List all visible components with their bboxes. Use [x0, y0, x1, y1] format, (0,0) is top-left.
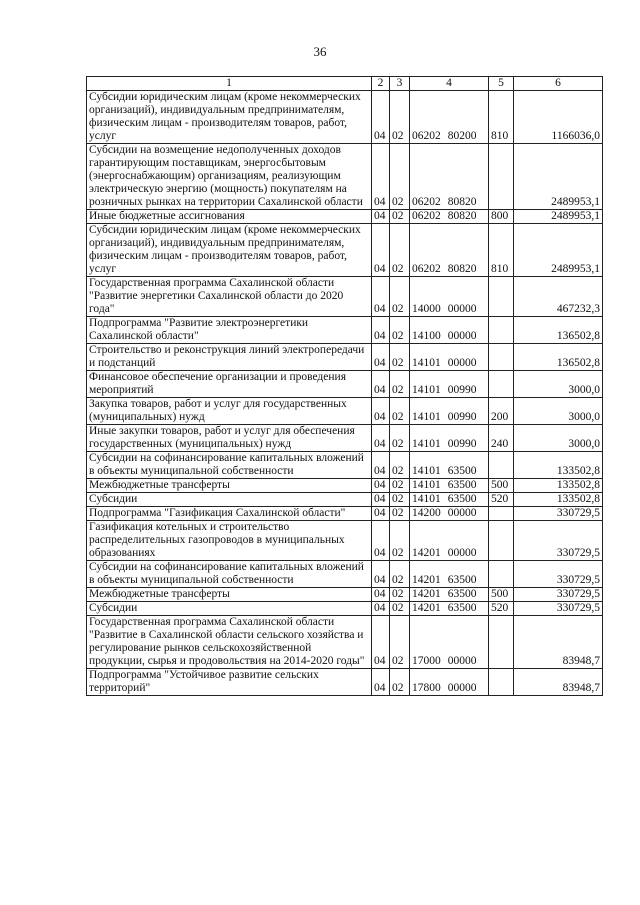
row-section: 04: [372, 91, 390, 144]
row-name: Субсидии на возмещение недополученных доходов гарантирующим поставщикам, энергосбытовым (энергоснабжающим) организациям, реализующим электрическую энергию (мощность) покупателям на розничных рынках на территории Сахалинской области: [87, 144, 372, 210]
row-target-code: [410, 91, 489, 144]
row-name: Субсидии: [87, 602, 372, 616]
row-expense-type: 810: [489, 91, 514, 144]
row-subsection: 02: [390, 91, 410, 144]
table-row: [87, 398, 603, 425]
target-code-program: 14101: [412, 357, 441, 369]
target-code-direction: 63500: [447, 479, 477, 491]
row-name: Субсидии: [87, 493, 372, 507]
row-target-code: [410, 317, 489, 344]
table-row: [87, 588, 603, 602]
row-target-code: [410, 452, 489, 479]
row-amount: 83948,7: [514, 616, 603, 669]
row-section: 04: [372, 224, 390, 277]
target-code-direction: 63500: [447, 602, 477, 614]
row-subsection: 02: [390, 371, 410, 398]
row-expense-type: [489, 317, 514, 344]
table-row: [87, 210, 603, 224]
row-section: 04: [372, 521, 390, 561]
row-section: 04: [372, 277, 390, 317]
table-row: [87, 144, 603, 210]
row-section: 04: [372, 669, 390, 696]
target-code-direction: 00990: [447, 438, 477, 450]
row-expense-type: 500: [489, 588, 514, 602]
target-code-program: 14101: [412, 479, 441, 491]
row-target-code: [410, 493, 489, 507]
target-code-program: 14101: [412, 411, 441, 423]
row-amount: 467232,3: [514, 277, 603, 317]
target-code-direction: 80820: [447, 263, 477, 275]
budget-table: [86, 76, 603, 696]
row-name: Субсидии на софинансирование капитальных вложений в объекты муниципальной собственности: [87, 561, 372, 588]
row-subsection: 02: [390, 398, 410, 425]
row-section: 04: [372, 616, 390, 669]
row-section: 04: [372, 210, 390, 224]
row-expense-type: [489, 616, 514, 669]
table-row: [87, 602, 603, 616]
target-code-program: 06202: [412, 130, 441, 142]
target-code-program: 14101: [412, 438, 441, 450]
target-code-direction: 00000: [447, 303, 477, 315]
row-target-code: [410, 616, 489, 669]
row-target-code: [410, 277, 489, 317]
row-amount: 133502,8: [514, 479, 603, 493]
row-subsection: 02: [390, 493, 410, 507]
row-target-code: [410, 425, 489, 452]
row-amount: 83948,7: [514, 669, 603, 696]
row-name: Субсидии юридическим лицам (кроме некоммерческих организаций), индивидуальным предпринимателям, физическим лицам - производителям товаров, работ, услуг: [87, 224, 372, 277]
row-name: Государственная программа Сахалинской области "Развитие энергетики Сахалинской области до 2020 года": [87, 277, 372, 317]
row-name: Закупка товаров, работ и услуг для государственных (муниципальных) нужд: [87, 398, 372, 425]
header-cell: 2: [372, 77, 390, 91]
row-name: Подпрограмма "Устойчивое развитие сельских территорий": [87, 669, 372, 696]
row-name: Межбюджетные трансферты: [87, 588, 372, 602]
table-row: [87, 344, 603, 371]
row-section: 04: [372, 561, 390, 588]
target-code-direction: 00990: [447, 411, 477, 423]
row-target-code: [410, 371, 489, 398]
table-row: [87, 616, 603, 669]
target-code-program: 14100: [412, 330, 441, 342]
row-section: 04: [372, 317, 390, 344]
row-subsection: 02: [390, 669, 410, 696]
table-row: [87, 561, 603, 588]
row-expense-type: 800: [489, 210, 514, 224]
table-row: [87, 425, 603, 452]
row-target-code: [410, 210, 489, 224]
row-amount: 136502,8: [514, 317, 603, 344]
row-target-code: [410, 588, 489, 602]
row-expense-type: [489, 521, 514, 561]
row-section: 04: [372, 588, 390, 602]
row-amount: 1166036,0: [514, 91, 603, 144]
table-row: [87, 224, 603, 277]
row-name: Государственная программа Сахалинской области "Развитие в Сахалинской области сельского хозяйства и регулирование рынков сельскохозяйственной продукции, сырья и продовольствия на 2014-2020 годы": [87, 616, 372, 669]
target-code-program: 06202: [412, 196, 441, 208]
row-name: Строительство и реконструкция линий электропередачи и подстанций: [87, 344, 372, 371]
target-code-program: 14101: [412, 384, 441, 396]
row-target-code: [410, 602, 489, 616]
row-section: 04: [372, 398, 390, 425]
row-name: Подпрограмма "Развитие электроэнергетики Сахалинской области": [87, 317, 372, 344]
table-row: [87, 91, 603, 144]
target-code-direction: 00000: [447, 655, 477, 667]
table-row: [87, 452, 603, 479]
row-amount: 133502,8: [514, 493, 603, 507]
target-code-direction: 00000: [447, 547, 477, 559]
row-subsection: 02: [390, 521, 410, 561]
row-name: Финансовое обеспечение организации и проведения мероприятий: [87, 371, 372, 398]
row-amount: 330729,5: [514, 561, 603, 588]
row-expense-type: [489, 452, 514, 479]
row-expense-type: 200: [489, 398, 514, 425]
target-code-direction: 80200: [447, 130, 477, 142]
row-target-code: [410, 344, 489, 371]
target-code-direction: 00000: [447, 507, 477, 519]
target-code-direction: 00000: [447, 330, 477, 342]
row-expense-type: 240: [489, 425, 514, 452]
row-subsection: 02: [390, 616, 410, 669]
row-subsection: 02: [390, 507, 410, 521]
row-expense-type: 520: [489, 493, 514, 507]
row-section: 04: [372, 144, 390, 210]
row-section: 04: [372, 507, 390, 521]
target-code-program: 14101: [412, 493, 441, 505]
row-amount: 2489953,1: [514, 224, 603, 277]
target-code-program: 14201: [412, 588, 441, 600]
target-code-program: 14101: [412, 465, 441, 477]
row-amount: 3000,0: [514, 398, 603, 425]
row-expense-type: [489, 277, 514, 317]
row-subsection: 02: [390, 344, 410, 371]
page-number: 36: [313, 44, 327, 59]
row-amount: 330729,5: [514, 521, 603, 561]
row-target-code: [410, 144, 489, 210]
row-amount: 330729,5: [514, 602, 603, 616]
target-code-program: 14201: [412, 602, 441, 614]
row-expense-type: [489, 344, 514, 371]
row-subsection: 02: [390, 479, 410, 493]
row-target-code: [410, 398, 489, 425]
table-row: [87, 371, 603, 398]
row-amount: 2489953,1: [514, 210, 603, 224]
target-code-direction: 63500: [447, 493, 477, 505]
target-code-program: 14201: [412, 574, 441, 586]
header-cell: 6: [514, 77, 603, 91]
row-expense-type: [489, 669, 514, 696]
row-amount: 136502,8: [514, 344, 603, 371]
row-amount: 133502,8: [514, 452, 603, 479]
table-row: [87, 277, 603, 317]
table-row: [87, 317, 603, 344]
row-name: Иные закупки товаров, работ и услуг для обеспечения государственных (муниципальных) нужд: [87, 425, 372, 452]
table-row: [87, 493, 603, 507]
header-cell: 5: [489, 77, 514, 91]
target-code-direction: 63500: [447, 588, 477, 600]
row-expense-type: 500: [489, 479, 514, 493]
row-section: 04: [372, 452, 390, 479]
target-code-direction: 63500: [447, 574, 477, 586]
row-expense-type: [489, 371, 514, 398]
row-target-code: [410, 669, 489, 696]
target-code-program: 14201: [412, 547, 441, 559]
row-amount: 3000,0: [514, 371, 603, 398]
table-row: [87, 669, 603, 696]
target-code-direction: 80820: [447, 196, 477, 208]
row-subsection: 02: [390, 452, 410, 479]
target-code-direction: 00990: [447, 384, 477, 396]
row-name: Подпрограмма "Газификация Сахалинской области": [87, 507, 372, 521]
row-amount: 2489953,1: [514, 144, 603, 210]
row-expense-type: [489, 507, 514, 521]
row-expense-type: [489, 561, 514, 588]
row-target-code: [410, 521, 489, 561]
row-amount: 3000,0: [514, 425, 603, 452]
row-subsection: 02: [390, 602, 410, 616]
row-name: Субсидии юридическим лицам (кроме некоммерческих организаций), индивидуальным предпринимателям, физическим лицам - производителям товаров, работ, услуг: [87, 91, 372, 144]
header-cell: 1: [87, 77, 372, 91]
target-code-program: 06202: [412, 210, 441, 222]
row-section: 04: [372, 371, 390, 398]
row-section: 04: [372, 479, 390, 493]
row-target-code: [410, 561, 489, 588]
row-section: 04: [372, 602, 390, 616]
header-cell: 4: [410, 77, 489, 91]
row-subsection: 02: [390, 277, 410, 317]
target-code-direction: 80820: [447, 210, 477, 222]
row-subsection: 02: [390, 144, 410, 210]
row-amount: 330729,5: [514, 588, 603, 602]
target-code-program: 17000: [412, 655, 441, 667]
table-header: [87, 77, 603, 91]
table-body: [87, 91, 603, 696]
header-cell: 3: [390, 77, 410, 91]
table-row: [87, 507, 603, 521]
row-name: Субсидии на софинансирование капитальных вложений в объекты муниципальной собственности: [87, 452, 372, 479]
row-expense-type: 520: [489, 602, 514, 616]
target-code-direction: 63500: [447, 465, 477, 477]
row-name: Газификация котельных и строительство распределительных газопроводов в муниципальных образованиях: [87, 521, 372, 561]
row-subsection: 02: [390, 561, 410, 588]
row-name: Иные бюджетные ассигнования: [87, 210, 372, 224]
row-section: 04: [372, 344, 390, 371]
row-section: 04: [372, 425, 390, 452]
row-subsection: 02: [390, 588, 410, 602]
table-row: [87, 479, 603, 493]
target-code-program: 14200: [412, 507, 441, 519]
row-expense-type: [489, 144, 514, 210]
target-code-program: 17800: [412, 682, 441, 694]
row-expense-type: 810: [489, 224, 514, 277]
row-subsection: 02: [390, 224, 410, 277]
row-subsection: 02: [390, 425, 410, 452]
row-subsection: 02: [390, 317, 410, 344]
table-row: [87, 521, 603, 561]
row-target-code: [410, 224, 489, 277]
target-code-direction: 00000: [447, 682, 477, 694]
row-target-code: [410, 507, 489, 521]
row-name: Межбюджетные трансферты: [87, 479, 372, 493]
target-code-program: 06202: [412, 263, 441, 275]
target-code-direction: 00000: [447, 357, 477, 369]
target-code-program: 14000: [412, 303, 441, 315]
row-target-code: [410, 479, 489, 493]
row-subsection: 02: [390, 210, 410, 224]
row-amount: 330729,5: [514, 507, 603, 521]
row-section: 04: [372, 493, 390, 507]
